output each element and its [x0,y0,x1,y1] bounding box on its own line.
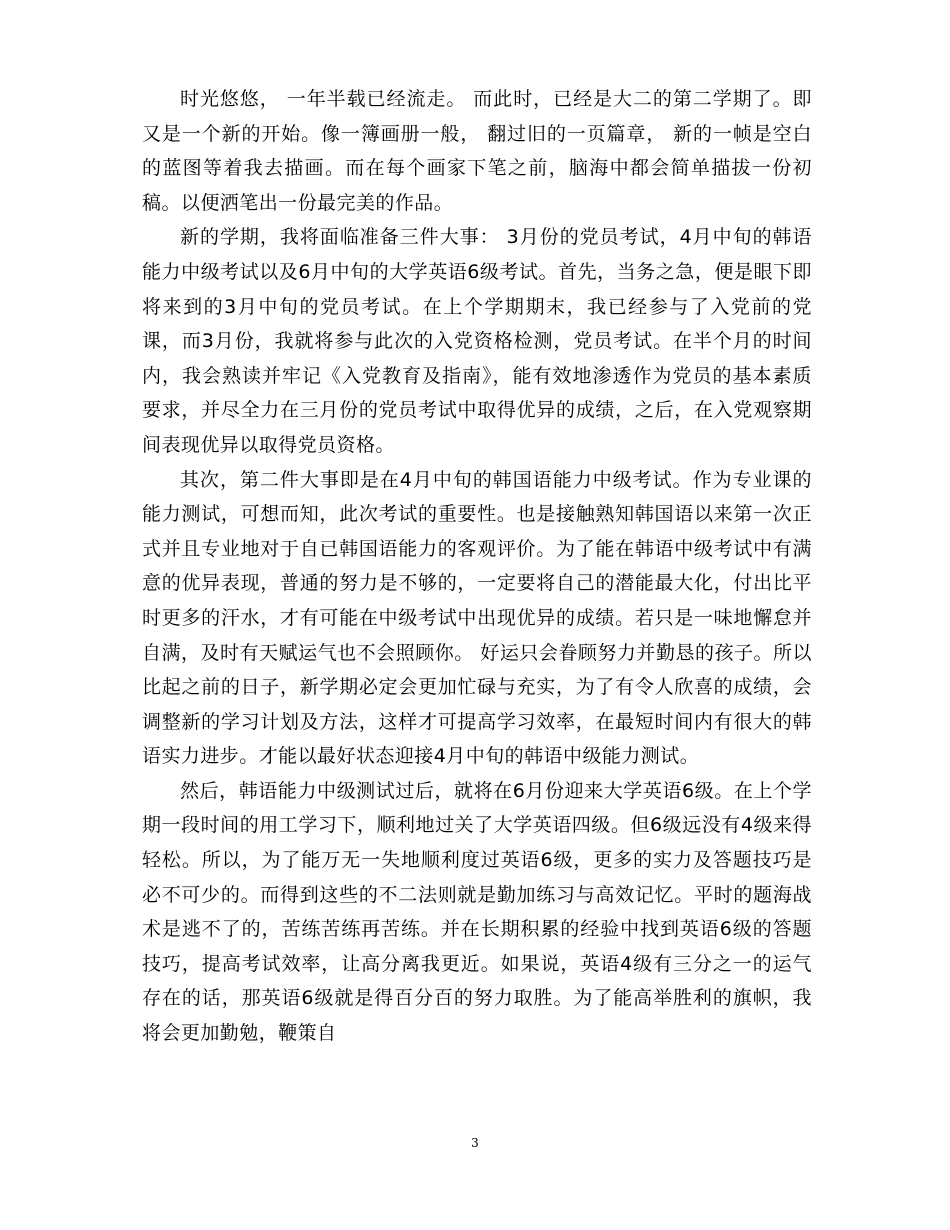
page-number: 3 [471,1136,479,1150]
paragraph-4: 然后，韩语能力中级测试过后，就将在6月份迎来大学英语6级。在上个学期一段时间的用工学习下，顺利地过关了大学英语四级。但6级远没有4级来得轻松。所以，为了能万无一失地顺利度过英语6级，更多的实力及答题技巧是必不可少的。而得到这些的不二法则就是勤加练习与高效记忆。平时的题海战术是逃不了的，苦练苦练再苦练。并在长期积累的经验中找到英语6级的答题技巧，提高考试效率，让高分离我更近。如果说，英语4级有三分之一的运气存在的话，那英语6级就是得百分百的努力取胜。为了能高举胜利的旗帜，我将会更加勤勉，鞭策自 [142,779,812,1045]
paragraph-1: 时光悠悠， 一年半载已经流走。 而此时，已经是大二的第二学期了。即又是一个新的开始。像一簿画册一般， 翻过旧的一页篇章， 新的一帧是空白的蓝图等着我去描画。而在每个画家下笔之前，脑海中都会简单描拔一份初稿。以便洒笔出一份最完美的作品。 [142,88,812,214]
document-body [142,82,812,1051]
paragraph-2: 新的学期，我将面临准备三件大事： 3月份的党员考试，4月中旬的韩语能力中级考试以及6月中旬的大学英语6级考试。首先，当务之急，便是眼下即将来到的3月中旬的党员考试。在上个学期期末，我已经参与了入党前的党课，而3月份，我就将参与此次的入党资格检测，党员考试。在半个月的时间内，我会熟读并牢记《入党教育及指南》，能有效地渗透作为党员的基本素质要求，并尽全力在三月份的党员考试中取得优异的成绩，之后，在入党观察期间表现优异以取得党员资格。 [142,226,812,456]
paragraph-3: 其次，第二件大事即是在4月中旬的韩国语能力中级考试。作为专业课的能力测试，可想而知，此次考试的重要性。也是接触熟知韩国语以来第一次正式并且专业地对于自已韩国语能力的客观评价。为了能在韩语中级考试中有满意的优异表现，普通的努力是不够的，一定要将自己的潜能最大化，付出比平时更多的汗水，才有可能在中级考试中出现优异的成绩。若只是一味地懈怠并自满，及时有天赋运气也不会照顾你。 好运只会眷顾努力并勤恳的孩子。所以比起之前的日子，新学期必定会更加忙碌与充实，为了有令人欣喜的成绩，会调整新的学习计划及方法，这样才可提高学习效率，在最短时间内有很大的韩语实力进步。才能以最好状态迎接4月中旬的韩语中级能力测试。 [142,468,812,768]
